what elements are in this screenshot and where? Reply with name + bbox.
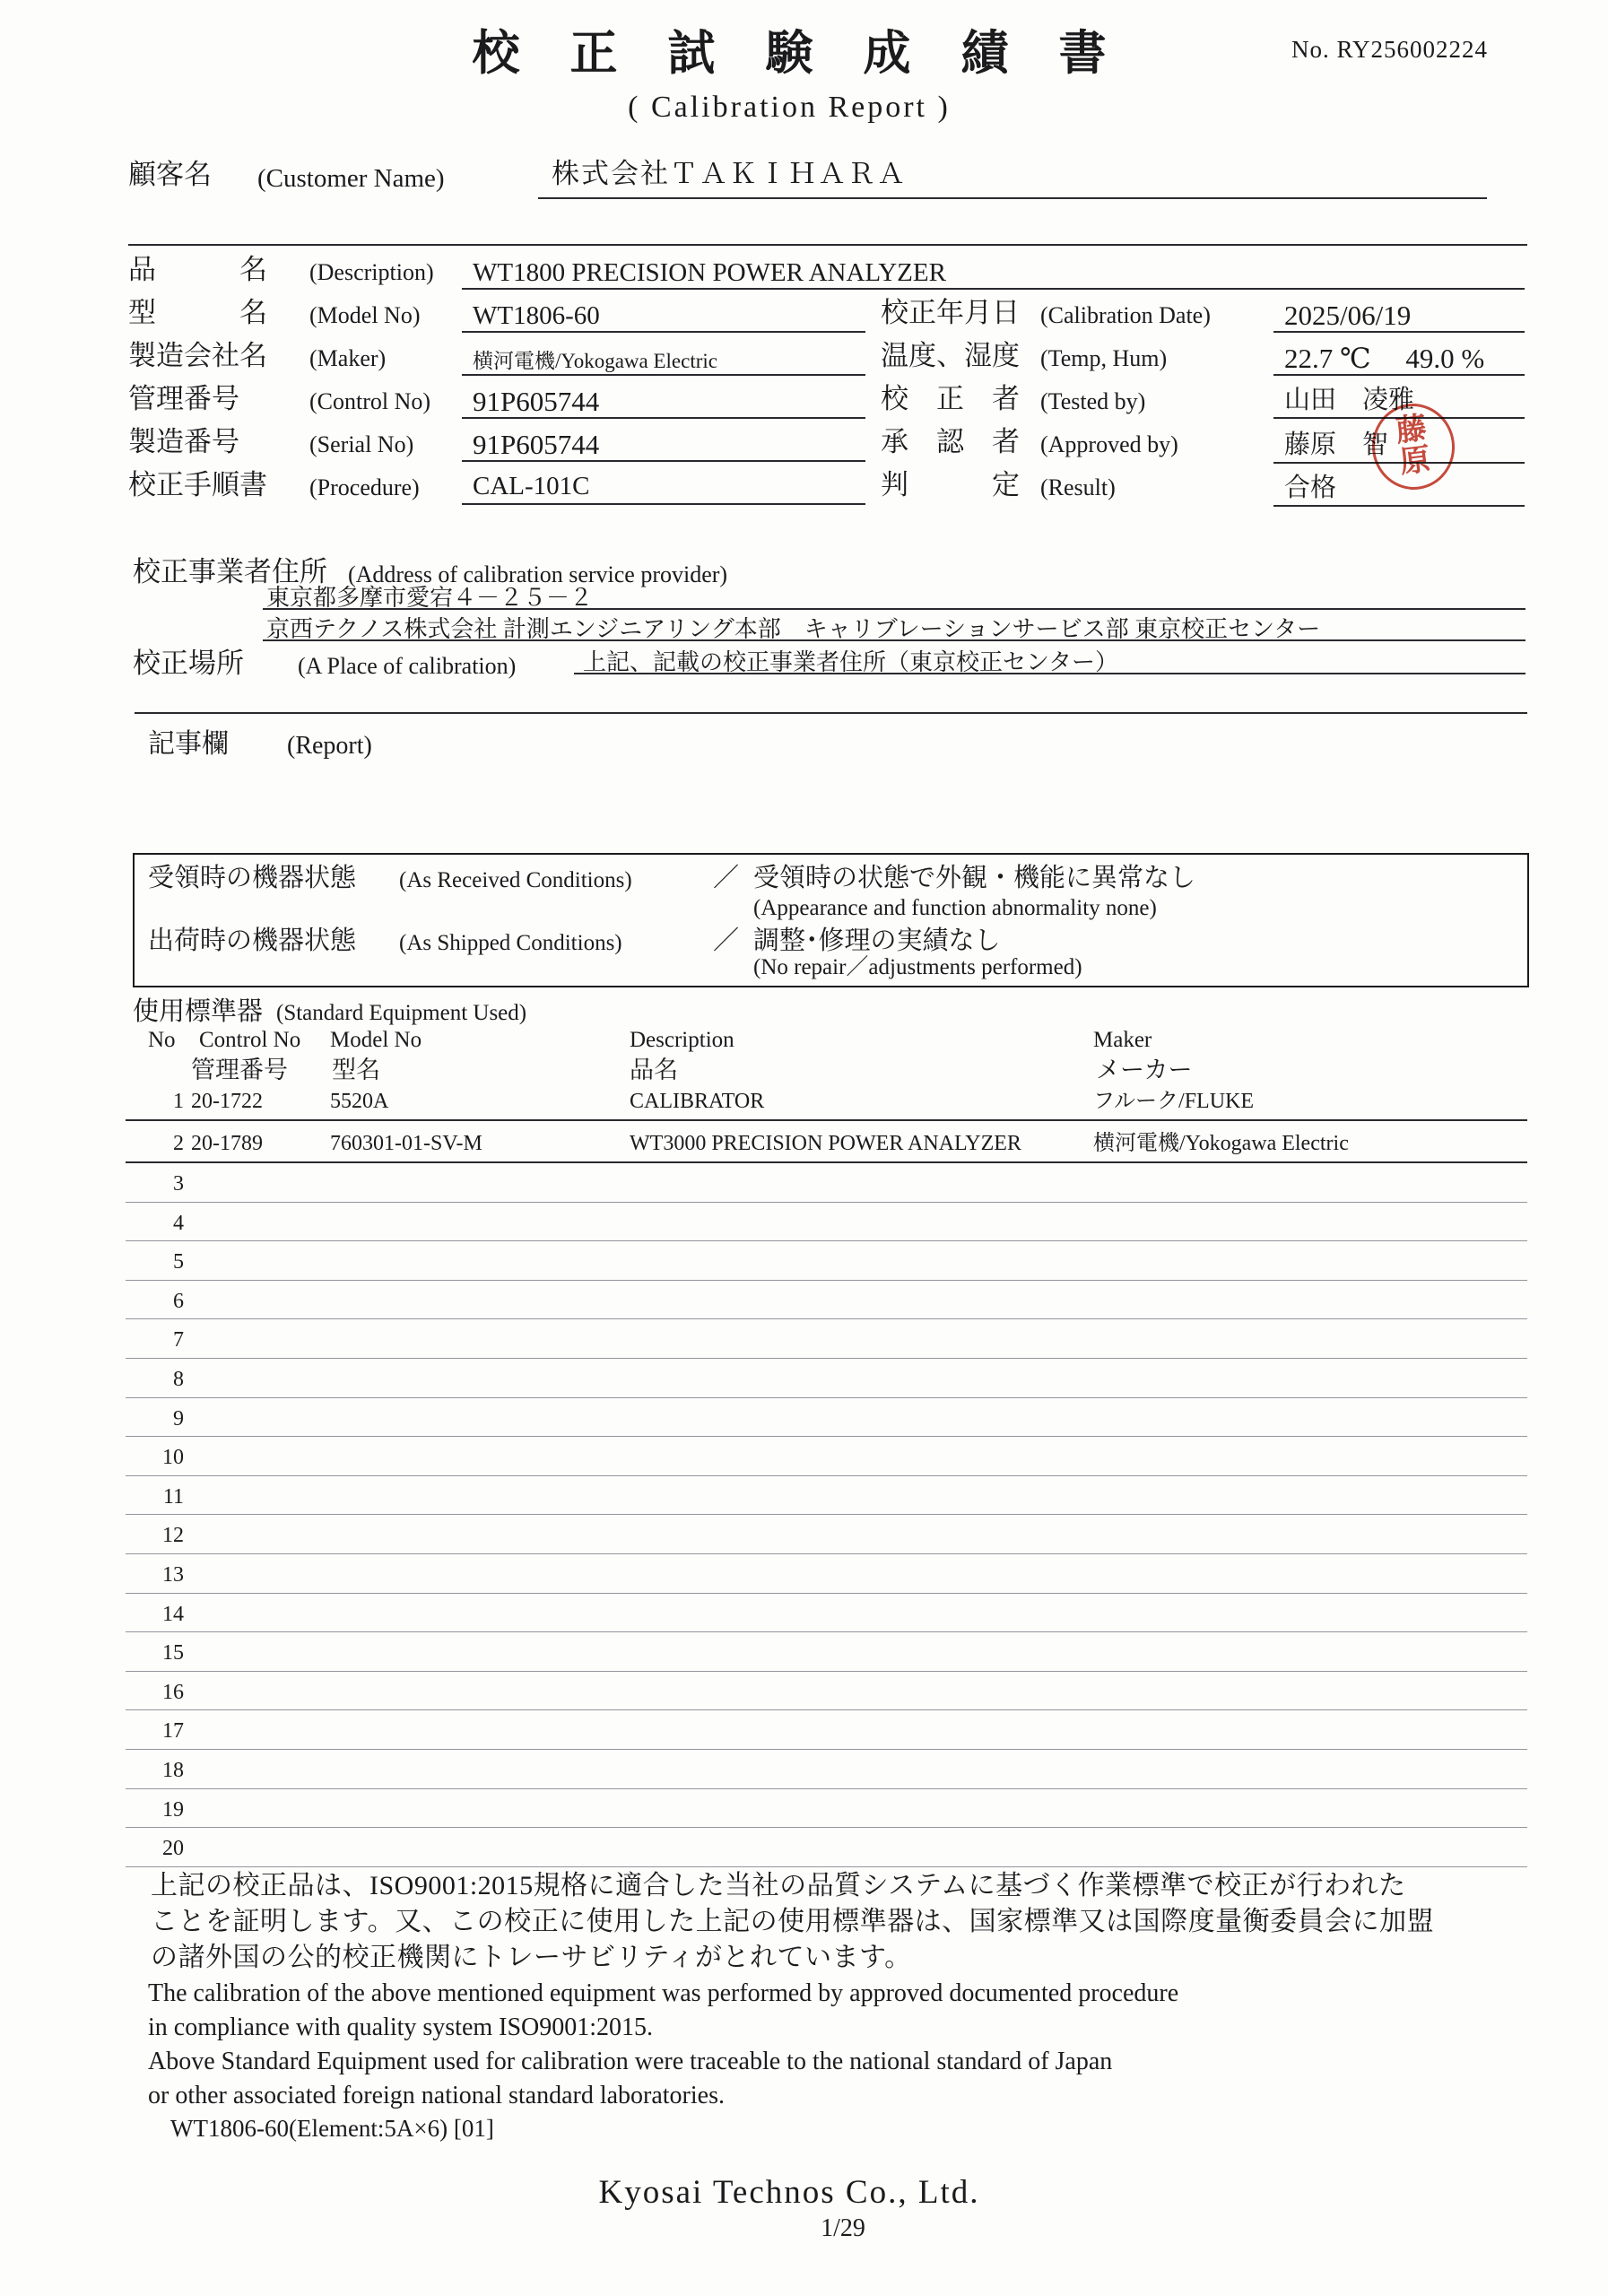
control-no-label-jp: 管理番号 (128, 383, 239, 414)
certification-jp-line: の諸外国の公的校正機関にトレーサビリティがとれています。 (151, 1943, 912, 1972)
serial-no-label-en: (Serial No) (309, 431, 414, 457)
report-number: No. RY256002224 (1291, 36, 1489, 63)
equipment-header-control-no: Control No (199, 1028, 301, 1052)
received-conditions-label-en: (As Received Conditions) (399, 868, 632, 892)
tested-by-label-en: (Tested by) (1040, 388, 1146, 414)
maker-label-jp: 製造会社名 (128, 340, 267, 371)
certification-en-line: in compliance with quality system ISO9001:2015. (148, 2013, 654, 2041)
description-label-en: (Description) (309, 259, 434, 285)
approved-by-label-jp: 承 認 者 (881, 426, 1020, 457)
certification-jp-line: 上記の校正品は、ISO9001:2015規格に適合した当社の品質システムに基づく作業標準で校正が行われた (151, 1871, 1406, 1900)
temp-hum-label-jp: 温度、湿度 (881, 340, 1020, 371)
equipment-row-model-no: 760301-01-SV-M (330, 1132, 482, 1156)
calibration-date-label-en: (Calibration Date) (1040, 302, 1211, 328)
separator-slash: ／ (713, 926, 740, 955)
equipment-row-number: 1 (173, 1090, 184, 1114)
certification-en-line: Above Standard Equipment used for calibration were traceable to the national standard of Japan (148, 2048, 1113, 2075)
equipment-row-number: 16 (162, 1680, 184, 1704)
received-conditions-label-jp: 受領時の機器状態 (148, 864, 357, 892)
underline (1273, 374, 1525, 376)
equipment-heading-jp: 使用標準器 (133, 997, 264, 1026)
equipment-header-control-no-jp: 管理番号 (191, 1057, 288, 1083)
shipped-conditions-label-en: (As Shipped Conditions) (399, 931, 622, 955)
equipment-row-number: 14 (162, 1602, 184, 1626)
equipment-row-number: 18 (162, 1758, 184, 1782)
underline (1273, 505, 1525, 507)
equipment-row-control-no: 20-1722 (191, 1090, 263, 1114)
equipment-row-number: 9 (173, 1406, 184, 1431)
underline (574, 673, 1525, 674)
equipment-table-row (126, 1121, 1527, 1163)
equipment-row-number: 12 (162, 1524, 184, 1548)
equipment-table-row (126, 1163, 1527, 1203)
equipment-row-number: 3 (173, 1172, 184, 1196)
page-title: 校正試験成績書 (472, 28, 1157, 80)
underline (462, 503, 865, 505)
equipment-row-number: 10 (162, 1446, 184, 1470)
certification-en-line: or other associated foreign national standard laboratories. (148, 2082, 725, 2109)
received-conditions-value-en: (Appearance and function abnormality none) (753, 896, 1157, 920)
result-value: 合格 (1284, 474, 1337, 502)
equipment-table-row (126, 1203, 1527, 1242)
procedure-value: CAL-101C (473, 472, 590, 500)
maker-label-en: (Maker) (309, 345, 387, 371)
underline (462, 288, 1525, 290)
equipment-table-row (126, 1319, 1527, 1359)
approved-by-label-en: (Approved by) (1040, 431, 1178, 457)
equipment-heading-en: (Standard Equipment Used) (276, 1001, 527, 1025)
page-subtitle: ( Calibration Report ) (628, 90, 951, 124)
report-notes-label-jp: 記事欄 (148, 729, 229, 759)
equipment-header-model-no: Model No (330, 1028, 422, 1052)
underline (462, 374, 865, 376)
maker-value: 横河電機/Yokogawa Electric (473, 350, 717, 372)
stamp-character: 藤 (1394, 412, 1429, 449)
equipment-header-maker-jp: メーカー (1096, 1057, 1193, 1083)
certification-jp-line: ことを証明します。又、この校正に使用した上記の使用標準器は、国家標準又は国際度量衡委員会に加盟 (151, 1907, 1435, 1936)
shipped-conditions-value-en: (No repair／adjustments performed) (753, 955, 1082, 979)
equipment-table-row (126, 1476, 1527, 1516)
equipment-table (126, 1085, 1527, 1867)
page-number: 1/29 (821, 2214, 865, 2242)
equipment-row-number: 15 (162, 1641, 184, 1665)
provider-address-line2: 京西テクノス株式会社 計測エンジニアリング本部 キャリブレーションサービス部 東京校正センター (266, 616, 1321, 642)
report-notes-label-en: (Report) (287, 732, 372, 760)
equipment-header-description-jp: 品名 (630, 1057, 678, 1083)
equipment-table-row (126, 1632, 1527, 1672)
equipment-table-row (126, 1437, 1527, 1476)
equipment-row-number: 20 (162, 1837, 184, 1861)
equipment-row-number: 6 (173, 1289, 184, 1313)
equipment-table-row (126, 1750, 1527, 1789)
equipment-table-row (126, 1789, 1527, 1829)
underline (263, 639, 1525, 641)
procedure-label-en: (Procedure) (309, 474, 420, 500)
equipment-header-description: Description (630, 1028, 734, 1052)
equipment-table-row (126, 1241, 1527, 1281)
customer-name-label-jp: 顧客名 (128, 159, 212, 190)
section-divider (135, 712, 1527, 714)
approved-by-value: 藤原 智 (1284, 430, 1389, 459)
model-no-label-en: (Model No) (309, 302, 421, 328)
underline (128, 244, 1527, 246)
calibration-date-value: 2025/06/19 (1284, 300, 1412, 331)
company-name: Kyosai Technos Co., Ltd. (598, 2174, 980, 2211)
equipment-row-number: 7 (173, 1328, 184, 1352)
equipment-row-model-no: 5520A (330, 1090, 389, 1114)
result-label-en: (Result) (1040, 474, 1116, 500)
equipment-table-row (126, 1085, 1527, 1121)
customer-name-value: 株式会社ＴＡＫＩＨＡＲＡ (552, 158, 907, 189)
underline (263, 608, 1525, 610)
description-value: WT1800 PRECISION POWER ANALYZER (473, 258, 946, 287)
customer-name-label-en: (Customer Name) (257, 164, 445, 193)
equipment-table-row (126, 1672, 1527, 1711)
equipment-row-number: 11 (162, 1484, 184, 1509)
procedure-label-jp: 校正手順書 (128, 469, 267, 500)
equipment-row-maker: フルーク/FLUKE (1093, 1090, 1255, 1114)
shipped-conditions-label-jp: 出荷時の機器状態 (148, 926, 357, 955)
underline (538, 197, 1487, 199)
model-element-footnote: WT1806-60(Element:5A×6) [01] (170, 2115, 494, 2142)
equipment-table-row (126, 1281, 1527, 1320)
stamp-character: 原 (1397, 442, 1433, 480)
equipment-table-row (126, 1398, 1527, 1438)
tested-by-label-jp: 校 正 者 (881, 383, 1020, 414)
shipped-conditions-value-jp: 調整･修理の実績なし (753, 926, 1001, 955)
control-no-value: 91P605744 (473, 386, 600, 417)
equipment-row-number: 2 (173, 1132, 184, 1156)
control-no-label-en: (Control No) (309, 388, 431, 414)
equipment-row-number: 19 (162, 1797, 184, 1822)
equipment-row-number: 8 (173, 1367, 184, 1391)
model-no-value: WT1806-60 (473, 301, 600, 330)
description-label-jp: 品 名 (128, 254, 267, 285)
equipment-row-number: 4 (173, 1211, 184, 1235)
equipment-table-row (126, 1515, 1527, 1554)
equipment-header-no: No (148, 1028, 176, 1052)
equipment-row-number: 5 (173, 1250, 184, 1274)
result-label-jp: 判 定 (881, 469, 1020, 500)
provider-address-line1: 東京都多摩市愛宕４－２５－２ (266, 585, 594, 611)
serial-no-label-jp: 製造番号 (128, 426, 239, 457)
equipment-row-number: 13 (162, 1562, 184, 1587)
conditions-box (133, 853, 1529, 987)
separator-slash: ／ (713, 864, 740, 892)
underline (462, 460, 865, 462)
equipment-table-row (126, 1554, 1527, 1594)
equipment-table-row (126, 1359, 1527, 1398)
equipment-table-row (126, 1828, 1527, 1867)
underline (462, 417, 865, 419)
equipment-header-maker: Maker (1093, 1028, 1152, 1052)
equipment-row-number: 17 (162, 1719, 184, 1744)
calibration-place-label-jp: 校正場所 (133, 648, 244, 679)
provider-address-label-en: (Address of calibration service provider) (348, 561, 728, 587)
equipment-row-control-no: 20-1789 (191, 1132, 263, 1156)
calibration-place-label-en: (A Place of calibration) (298, 653, 517, 679)
serial-no-value: 91P605744 (473, 429, 600, 460)
received-conditions-value-jp: 受領時の状態で外観・機能に異常なし (753, 864, 1196, 892)
equipment-row-description: CALIBRATOR (630, 1090, 765, 1114)
provider-address-label-jp: 校正事業者住所 (133, 556, 327, 587)
equipment-row-description: WT3000 PRECISION POWER ANALYZER (630, 1132, 1021, 1156)
certification-en-line: The calibration of the above mentioned equipment was performed by approved documented procedure (148, 1979, 1179, 2007)
equipment-row-maker: 横河電機/Yokogawa Electric (1093, 1132, 1349, 1156)
calibration-date-label-jp: 校正年月日 (881, 297, 1020, 328)
underline (1273, 331, 1525, 333)
temp-hum-value: 22.7 ℃ 49.0 % (1284, 343, 1485, 374)
equipment-table-row (126, 1594, 1527, 1633)
temp-hum-label-en: (Temp, Hum) (1040, 345, 1168, 371)
tested-by-value: 山田 凌雅 (1284, 386, 1415, 414)
model-no-label-jp: 型 名 (128, 297, 267, 328)
equipment-table-row (126, 1710, 1527, 1750)
underline (462, 331, 865, 333)
calibration-place-value: 上記、記載の校正事業者住所（東京校正センター） (583, 649, 1118, 675)
equipment-header-model-no-jp: 型名 (332, 1057, 380, 1083)
